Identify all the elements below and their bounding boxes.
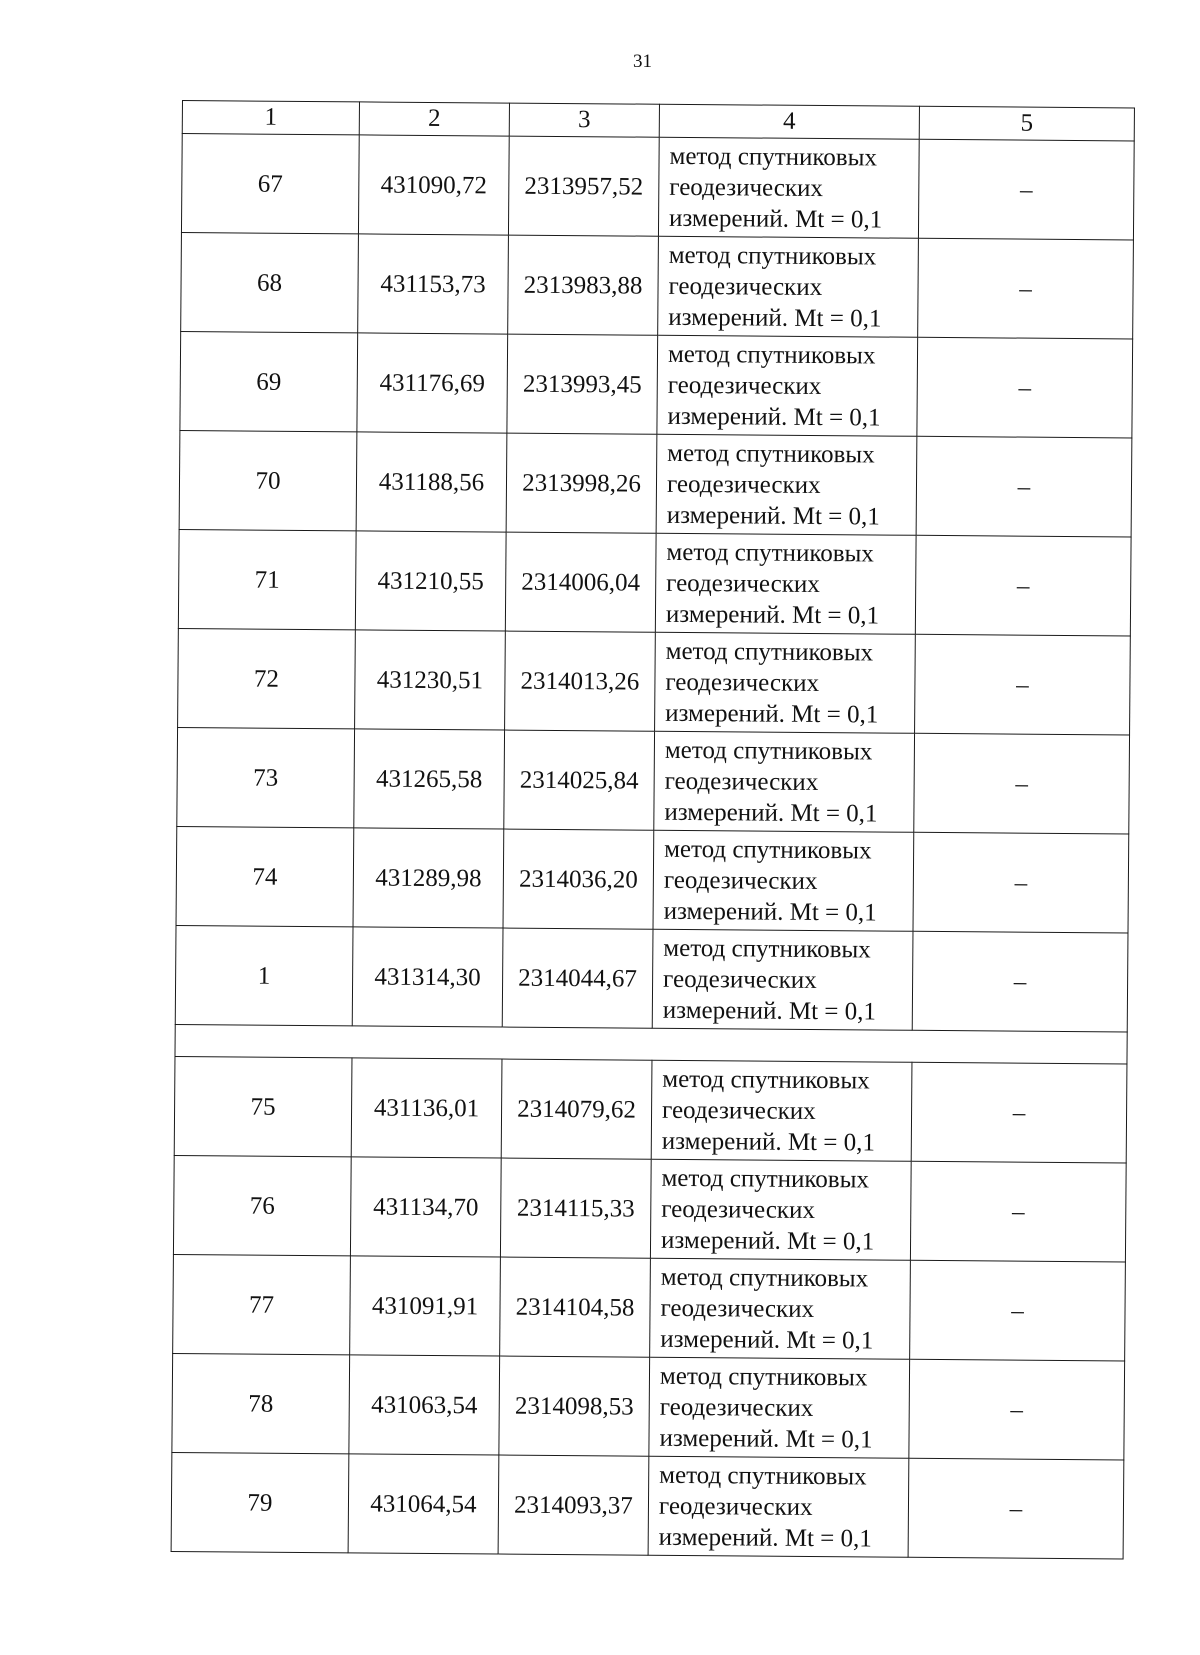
method-cell <box>650 1258 911 1359</box>
method-cell <box>655 632 916 733</box>
y-coordinate-cell: 2314093,37 <box>498 1455 649 1555</box>
table-row <box>176 826 1129 932</box>
point-number-cell: 77 <box>173 1254 351 1354</box>
column-5-cell: – <box>914 733 1130 834</box>
y-coordinate-cell: 2313983,88 <box>508 235 659 335</box>
y-coordinate-cell: 2314006,04 <box>505 532 656 632</box>
method-line: метод спутниковых <box>667 340 876 369</box>
method-cell <box>651 1060 912 1161</box>
x-coordinate-cell: 431090,72 <box>358 135 509 235</box>
table-row <box>173 1155 1126 1261</box>
method-line: геодезических <box>659 1393 814 1422</box>
table-row <box>177 727 1130 833</box>
method-line: метод спутниковых <box>668 241 877 270</box>
point-number-cell: 71 <box>178 529 356 629</box>
column-5-cell: – <box>910 1260 1126 1361</box>
column-5-cell: – <box>912 931 1128 1032</box>
method-cell <box>654 731 915 832</box>
column-5-cell: – <box>915 535 1131 636</box>
method-cell <box>652 929 913 1030</box>
method-line: метод спутниковых <box>664 835 872 864</box>
column-5-cell: – <box>917 337 1133 438</box>
method-line: измерений. Mt = 0,1 <box>665 699 879 728</box>
method-line: метод спутниковых <box>669 142 878 171</box>
table-row <box>181 134 1134 240</box>
point-number-cell: 79 <box>171 1452 349 1552</box>
x-coordinate-cell: 431210,55 <box>355 531 506 631</box>
point-number-cell: 76 <box>173 1155 351 1255</box>
method-line: геодезических <box>669 173 824 202</box>
column-5-cell: – <box>909 1359 1125 1460</box>
coordinates-table <box>171 100 1135 1559</box>
y-coordinate-cell: 2314044,67 <box>502 928 653 1028</box>
method-line: геодезических <box>661 1096 816 1125</box>
method-line: геодезических <box>661 1195 816 1224</box>
point-number-cell: 74 <box>176 826 354 926</box>
column-5-cell: – <box>915 634 1131 735</box>
method-line: измерений. Mt = 0,1 <box>668 204 883 234</box>
x-coordinate-cell: 431289,98 <box>353 828 504 928</box>
column-5-cell: – <box>908 1458 1124 1559</box>
method-line: метод спутниковых <box>666 538 874 567</box>
y-coordinate-cell: 2314013,26 <box>505 631 656 731</box>
y-coordinate-cell: 2313998,26 <box>506 433 657 533</box>
column-5-cell: – <box>913 832 1129 933</box>
column-5-cell: – <box>911 1062 1127 1163</box>
y-coordinate-cell: 2314036,20 <box>503 829 654 929</box>
method-line: метод спутниковых <box>659 1461 867 1490</box>
table-row <box>175 925 1128 1031</box>
x-coordinate-cell: 431230,51 <box>355 630 506 730</box>
table-row <box>181 232 1134 338</box>
column-header: 5 <box>919 106 1134 141</box>
method-line: измерений. Mt = 0,1 <box>661 1127 876 1156</box>
method-line: метод спутниковых <box>661 1164 870 1193</box>
point-number-cell: 72 <box>178 628 356 728</box>
point-number-cell: 68 <box>181 232 359 332</box>
method-line: метод спутниковых <box>662 1065 870 1094</box>
x-coordinate-cell: 431314,30 <box>352 927 503 1027</box>
method-line: измерений. Mt = 0,1 <box>667 402 881 431</box>
y-coordinate-cell: 2313957,52 <box>508 136 659 236</box>
x-coordinate-cell: 431188,56 <box>356 432 507 532</box>
method-line: геодезических <box>666 470 821 499</box>
method-line: геодезических <box>663 965 817 994</box>
method-line: метод спутниковых <box>664 736 873 765</box>
column-header: 4 <box>659 104 919 139</box>
method-line: геодезических <box>668 272 823 301</box>
x-coordinate-cell: 431176,69 <box>357 333 508 433</box>
method-cell <box>656 434 917 535</box>
table-row <box>179 430 1132 536</box>
column-5-cell: – <box>916 436 1132 537</box>
method-line: геодезических <box>667 371 822 400</box>
column-5-cell: – <box>918 238 1134 339</box>
method-line: измерений. Mt = 0,1 <box>664 798 878 827</box>
method-line: геодезических <box>658 1492 813 1521</box>
column-5-cell: – <box>910 1161 1126 1262</box>
coordinates-table-body <box>171 101 1134 1559</box>
method-cell <box>658 236 919 337</box>
table-row <box>172 1353 1125 1459</box>
column-header: 1 <box>182 101 359 135</box>
x-coordinate-cell: 431134,70 <box>350 1157 501 1257</box>
y-coordinate-cell: 2314098,53 <box>499 1356 650 1456</box>
method-line: измерений. Mt = 0,1 <box>660 1226 875 1255</box>
method-line: метод спутниковых <box>667 439 875 468</box>
method-line: измерений. Mt = 0,1 <box>668 303 882 332</box>
method-cell <box>650 1159 911 1260</box>
point-number-cell: 75 <box>174 1056 352 1156</box>
table-row <box>174 1056 1127 1162</box>
x-coordinate-cell: 431153,73 <box>358 234 509 334</box>
table-row <box>171 1452 1124 1558</box>
y-coordinate-cell: 2314025,84 <box>504 730 655 830</box>
x-coordinate-cell: 431091,91 <box>350 1256 501 1356</box>
x-coordinate-cell: 431063,54 <box>349 1355 500 1455</box>
column-5-cell: – <box>918 139 1134 240</box>
column-header: 2 <box>359 102 509 136</box>
y-coordinate-cell: 2313993,45 <box>507 334 658 434</box>
method-line: геодезических <box>663 866 818 895</box>
method-line: метод спутниковых <box>665 637 874 666</box>
method-line: измерений. Mt = 0,1 <box>658 1523 872 1552</box>
method-cell <box>658 137 919 238</box>
method-cell <box>649 1357 910 1458</box>
point-number-cell: 70 <box>179 430 357 530</box>
x-coordinate-cell: 431064,54 <box>348 1454 499 1554</box>
method-line: геодезических <box>660 1294 815 1323</box>
method-cell <box>653 830 914 931</box>
column-header: 3 <box>509 103 659 137</box>
table-row <box>178 628 1131 734</box>
method-line: геодезических <box>666 569 820 598</box>
x-coordinate-cell: 431265,58 <box>354 729 505 829</box>
table-row <box>180 331 1133 437</box>
y-coordinate-cell: 2314104,58 <box>500 1257 651 1357</box>
y-coordinate-cell: 2314115,33 <box>500 1158 651 1258</box>
method-line: измерений. Mt = 0,1 <box>662 996 877 1025</box>
y-coordinate-cell: 2314079,62 <box>501 1059 652 1159</box>
method-line: измерений. Mt = 0,1 <box>660 1325 874 1354</box>
x-coordinate-cell: 431136,01 <box>351 1058 502 1158</box>
method-cell <box>657 335 918 436</box>
method-line: геодезических <box>664 767 819 796</box>
table-row <box>178 529 1131 635</box>
point-number-cell: 78 <box>172 1353 350 1453</box>
point-number-cell: 67 <box>181 134 359 234</box>
method-line: измерений. Mt = 0,1 <box>666 501 880 530</box>
method-line: метод спутниковых <box>663 934 871 963</box>
point-number-cell: 73 <box>177 727 355 827</box>
point-number-cell: 1 <box>175 925 353 1025</box>
method-line: метод спутниковых <box>660 1263 869 1292</box>
point-number-cell: 69 <box>180 331 358 431</box>
method-line: метод спутниковых <box>659 1362 868 1391</box>
method-cell <box>655 533 916 634</box>
method-line: геодезических <box>665 668 820 697</box>
method-line: измерений. Mt = 0,1 <box>665 600 880 629</box>
method-line: измерений. Mt = 0,1 <box>663 897 877 926</box>
page-number: 31 <box>633 51 652 72</box>
method-line: измерений. Mt = 0,1 <box>659 1424 873 1453</box>
method-cell <box>648 1456 909 1557</box>
table-row <box>173 1254 1126 1360</box>
